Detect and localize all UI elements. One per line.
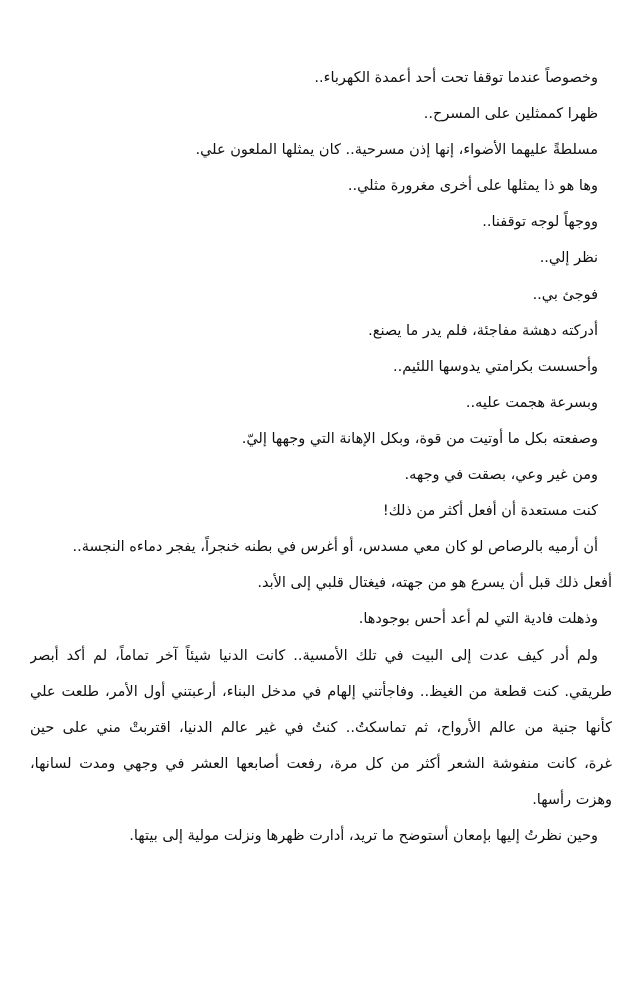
text-line: مسلطةً عليهما الأضواء، إنها إذن مسرحية.. كان يمثلها الملعون علي.: [195, 142, 598, 159]
text-line: وحين نظرتُ إليها بإمعان أستوضح ما تريد، أدارت ظهرها ونزلت مولية إلى بيتها.: [129, 827, 598, 844]
text-line: وأحسست بكرامتي يدوسها اللئيم..: [393, 358, 598, 375]
text-line: أدركته دهشة مفاجئة، فلم يدر ما يصنع.: [368, 322, 598, 339]
text-line: أن أرميه بالرصاص لو كان معي مسدس، أو أغرس في بطنه خنجراً، يفجر دماءه النجسة..: [72, 539, 598, 556]
text-line: ووجهاً لوجه توقفنا..: [482, 214, 598, 231]
novel-page: [30, 60, 612, 854]
text-line: نظر إلي..: [539, 250, 598, 267]
text-line: وخصوصاً عندما توقفا تحت أحد أعمدة الكهرباء..: [314, 70, 598, 86]
text-line: ولم أدر كيف عدت إلى البيت في تلك الأمسية.. كانت الدنيا شيئاً آخر تماماً، لم أكد أبصر: [30, 647, 598, 664]
text-line: كنت مستعدة أن أفعل أكثر من ذلك!: [382, 503, 598, 520]
text-line: فوجئ بي..: [532, 286, 598, 303]
text-line: وصفعته بكل ما أوتيت من قوة، وبكل الإهانة التي وجهها إليّ.: [241, 430, 598, 447]
text-line: وبسرعة هجمت عليه..: [465, 394, 598, 411]
text-line: وذهلت فادية التي لم أعد أحس بوجودها.: [358, 611, 598, 628]
text-line: ومن غير وعي، بصقت في وجهه.: [404, 467, 598, 484]
text-line: وهزت رأسها.: [532, 791, 612, 808]
text-line: غرة، كانت منفوشة الشعر أكثر من كل مرة، رفعت أصابعها العشر في وجهي ومدت لسانها،: [30, 755, 612, 772]
text-line: كأنها جنية من عالم الأرواح، ثم تماسكتُ.. كنتُ في غير عالم الدنيا، اقتربتْ مني على حين: [30, 719, 612, 736]
text-line: وها هو ذا يمثلها على أخرى مغرورة مثلي..: [347, 178, 598, 195]
text-line: طريقي. كنت قطعة من الغيظ.. وفاجأتني إلهام في مدخل البناء، أرعبتني أول الأمر، طلعت علي: [30, 683, 612, 700]
text-line: أفعل ذلك قبل أن يسرع هو من جهته، فيغتال قلبي إلى الأبد.: [257, 575, 612, 592]
text-line: ظهرا كممثلين على المسرح..: [423, 106, 598, 123]
